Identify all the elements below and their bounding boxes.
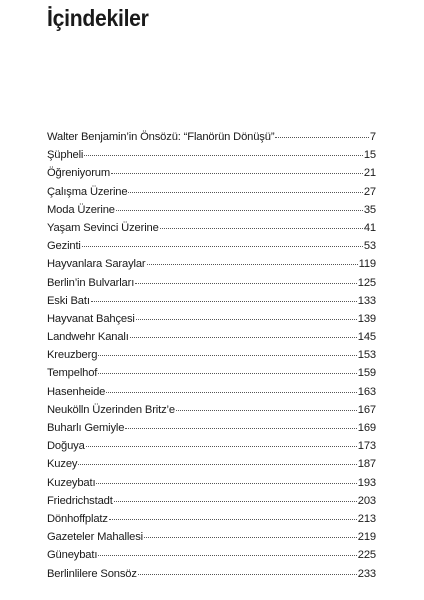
toc-entry — [47, 164, 376, 182]
toc-entry-page-number: 21 — [363, 167, 376, 180]
dot-leader — [116, 210, 363, 211]
toc-entry — [47, 401, 376, 419]
toc-entry-title: Friedrichstadt — [47, 494, 113, 507]
dot-leader — [114, 501, 357, 502]
toc-entry-title: Yaşam Sevinci Üzerine — [47, 221, 159, 234]
toc-entry — [47, 274, 376, 292]
toc-entry — [47, 546, 376, 564]
toc-entry-page-number: 27 — [363, 185, 376, 198]
toc-entry-page-number: 163 — [357, 385, 376, 398]
toc-entry — [47, 437, 376, 455]
toc-entry-title: Hayvanat Bahçesi — [47, 312, 135, 325]
toc-entry-page-number: 125 — [357, 276, 376, 289]
toc-entry — [47, 237, 376, 255]
toc-entry-page-number: 139 — [357, 312, 376, 325]
toc-entry-page-number: 167 — [357, 403, 376, 416]
dot-leader — [86, 446, 357, 447]
dot-leader — [91, 301, 357, 302]
dot-leader — [78, 464, 356, 465]
toc-entry-title: Şüpheli — [47, 149, 84, 162]
dot-leader — [84, 155, 363, 156]
dot-leader — [82, 246, 363, 247]
toc-entry — [47, 201, 376, 219]
toc-entry-page-number: 153 — [357, 349, 376, 362]
toc-entry-page-number: 213 — [357, 512, 376, 525]
toc-entry — [47, 474, 376, 492]
page-title: İçindekiler — [47, 5, 149, 31]
toc-entry-title: Hasenheide — [47, 385, 106, 398]
toc-entry-page-number: 35 — [363, 203, 376, 216]
dot-leader — [135, 283, 357, 284]
toc-entry — [47, 383, 376, 401]
dot-leader — [98, 355, 357, 356]
dot-leader — [136, 319, 357, 320]
toc-entry-page-number: 159 — [357, 367, 376, 380]
dot-leader — [128, 192, 362, 193]
toc-entry-page-number: 219 — [357, 531, 376, 544]
toc-entry-title: Doğuya — [47, 440, 85, 453]
dot-leader — [111, 173, 363, 174]
dot-leader — [125, 428, 356, 429]
toc-entry — [47, 310, 376, 328]
toc-entry — [47, 255, 376, 273]
dot-leader — [147, 264, 358, 265]
toc-entry-title: Kuzey — [47, 458, 78, 471]
toc-entry — [47, 364, 376, 382]
toc-entry-page-number: 133 — [357, 294, 376, 307]
toc-entry-page-number: 173 — [357, 440, 376, 453]
toc-entry — [47, 565, 376, 583]
toc-entry-title: Kreuzberg — [47, 349, 98, 362]
toc-entry-title: Kuzeybatı — [47, 476, 96, 489]
toc-entry-page-number: 203 — [357, 494, 376, 507]
toc-entry-title: Çalışma Üzerine — [47, 185, 128, 198]
toc-entry-title: Eski Batı — [47, 294, 90, 307]
dot-leader — [98, 555, 357, 556]
dot-leader — [106, 392, 357, 393]
dot-leader — [138, 574, 357, 575]
toc-entry-title: Walter Benjamin’in Önsözü: “Flanörün Dönüşü” — [47, 131, 275, 143]
toc-entry-page-number: 225 — [357, 549, 376, 562]
dot-leader — [144, 537, 357, 538]
toc-entry-title: Tempelhof — [47, 367, 98, 380]
dot-leader — [109, 519, 357, 520]
toc-entry-title: Gezinti — [47, 240, 81, 253]
toc-entry-page-number: 187 — [357, 458, 376, 471]
toc-entry-title: Dönhoffplatz — [47, 512, 108, 525]
toc-entry — [47, 292, 376, 310]
toc-entry — [47, 419, 376, 437]
toc-entry-title: Berlinlilere Sonsöz — [47, 567, 137, 580]
toc-entry-title: Güneybatı — [47, 549, 98, 562]
toc-entry-page-number: 53 — [363, 240, 376, 253]
toc-entry-title: Moda Üzerine — [47, 203, 115, 216]
dot-leader — [96, 483, 356, 484]
toc-entry — [47, 146, 376, 164]
toc-entry-page-number: 233 — [357, 567, 376, 580]
toc-entry-title: Buharlı Gemiyle — [47, 422, 125, 434]
toc-entry-page-number: 41 — [363, 221, 376, 234]
toc-entry-title: Landwehr Kanalı — [47, 331, 129, 344]
toc-entry — [47, 128, 376, 146]
toc-entry-page-number: 15 — [363, 149, 376, 162]
toc-entry-title: Öğreniyorum — [47, 167, 111, 180]
toc-entry — [47, 219, 376, 237]
toc-entry — [47, 183, 376, 201]
dot-leader — [275, 137, 369, 138]
dot-leader — [160, 228, 363, 229]
toc-entry — [47, 455, 376, 473]
dot-leader — [98, 373, 357, 374]
table-of-contents — [47, 128, 376, 583]
dot-leader — [130, 337, 357, 338]
toc-entry — [47, 328, 376, 346]
toc-entry — [47, 510, 376, 528]
toc-entry-page-number: 119 — [358, 258, 376, 271]
toc-entry-title: Hayvanlara Saraylar — [47, 258, 146, 271]
toc-entry-title: Neukölln Üzerinden Britz’e — [47, 403, 175, 416]
toc-entry — [47, 528, 376, 546]
toc-entry-page-number: 193 — [357, 476, 376, 489]
toc-entry — [47, 492, 376, 510]
toc-entry-page-number: 7 — [369, 131, 376, 143]
toc-entry-page-number: 145 — [357, 331, 376, 344]
toc-entry-page-number: 169 — [357, 422, 376, 434]
dot-leader — [176, 410, 357, 411]
toc-entry-title: Berlin’in Bulvarları — [47, 276, 135, 289]
toc-entry-title: Gazeteler Mahallesi — [47, 531, 144, 544]
toc-entry — [47, 346, 376, 364]
